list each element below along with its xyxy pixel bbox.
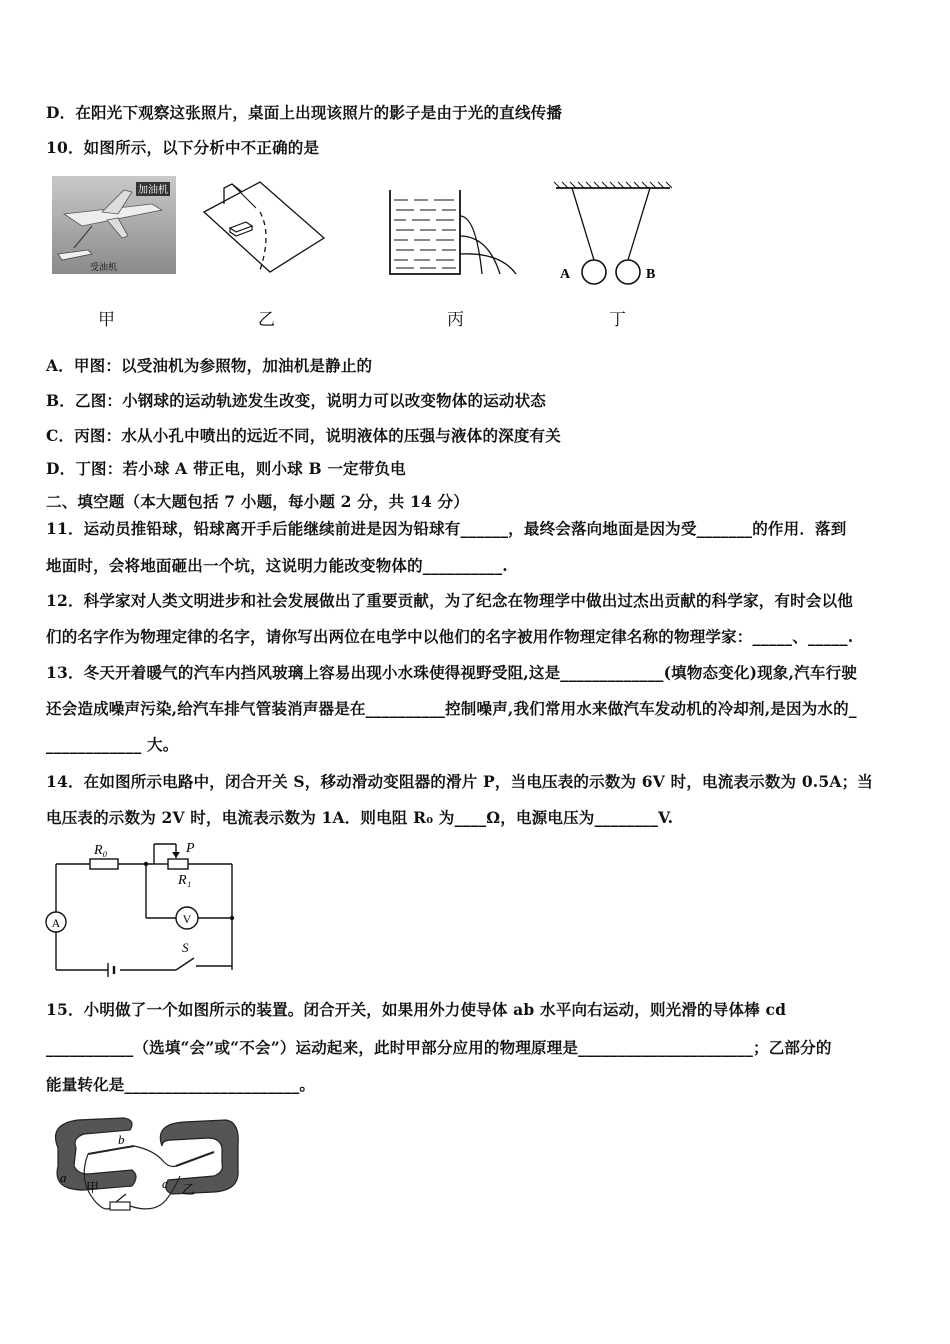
q14-line-1: 14．在如图所示电路中，闭合开关 S，移动滑动变阻器的滑片 P，当电压表的示数为 6V 时，电流表示数为 0.5A；当 <box>46 772 874 791</box>
table-board <box>204 182 324 272</box>
label-a: a <box>60 1170 67 1185</box>
figure-bing-water-container <box>384 186 524 278</box>
figure-jia-refueling <box>52 176 176 274</box>
conductor-cd <box>176 1152 214 1166</box>
q14-line-2: 电压表的示数为 2V 时，电流表示数为 1A．则电阻 R₀ 为____Ω，电源电压为________V. <box>46 808 674 827</box>
resistor-r0 <box>90 859 118 869</box>
device-figure-q15 <box>44 1110 244 1222</box>
label-c: c <box>162 1176 168 1191</box>
water-jets <box>460 216 516 274</box>
figure-yi-steel-ball <box>198 178 328 278</box>
q10-option-b: B．乙图：小钢球的运动轨迹发生改变，说明力可以改变物体的运动状态 <box>46 391 547 410</box>
switch <box>110 1202 130 1210</box>
caption-jia: 甲 <box>98 310 115 330</box>
caption-ding: 丁 <box>609 310 626 330</box>
q11-line-1: 11．运动员推铅球，铅球离开手后能继续前进是因为铅球有______，最终会落向地面是因为受_______的作用．落到 <box>46 519 847 538</box>
q13-line-2: 还会造成噪声污染,给汽车排气管装消声器是在__________控制噪声,我们常用水来做汽车发动机的冷却剂,是因为水的_ <box>46 699 857 718</box>
q13-line-3: ____________ 大。 <box>46 735 179 754</box>
label-ammeter: A <box>51 916 61 930</box>
ball-a-label: A <box>560 267 571 282</box>
label-jia: 甲 <box>86 1180 100 1195</box>
label-r1: R₁ <box>178 873 192 888</box>
figure-ding-charged-balls <box>550 180 672 290</box>
label-yi: 乙 <box>182 1182 196 1197</box>
thread-a <box>572 188 594 260</box>
caption-yi: 乙 <box>258 310 275 330</box>
q15-line-3: 能量转化是______________________。 <box>46 1075 316 1094</box>
label-b: b <box>118 1132 125 1147</box>
label-p: P <box>186 841 195 856</box>
q15-line-1: 15．小明做了一个如图所示的装置。闭合开关，如果用外力使导体 ab 水平向右运动，则光滑的导体棒 cd <box>46 1000 787 1019</box>
label-r0: R₀ <box>94 843 108 858</box>
ball-b <box>616 260 640 284</box>
rheostat-r1 <box>168 859 188 869</box>
conductor-ab <box>88 1146 134 1154</box>
container <box>390 190 460 274</box>
label-switch: S <box>182 940 189 955</box>
q13-line-1: 13．冬天开着暖气的汽车内挡风玻璃上容易出现小水珠使得视野受阻,这是_____________(填物态变化)现象,汽车行驶 <box>46 663 857 682</box>
ball-b-label: B <box>646 267 656 282</box>
wire-top <box>134 1146 176 1167</box>
thread-b <box>628 188 650 260</box>
q9-option-d: D．在阳光下观察这张照片，桌面上出现该照片的影子是由于光的直线传播 <box>46 103 563 122</box>
magnet <box>230 222 252 232</box>
section-2-heading: 二、填空题（本大题包括 7 小题，每小题 2 分，共 14 分） <box>46 492 469 511</box>
q15-line-2: ___________（选填“会”或“不会”）运动起来，此时甲部分应用的物理原理是______________________；乙部分的 <box>46 1038 832 1057</box>
ramp <box>224 184 242 204</box>
tanker-label: 加油机 <box>138 185 168 196</box>
caption-bing: 丙 <box>447 310 464 330</box>
q10-option-c: C．丙图：水从小孔中喷出的远近不同，说明液体的压强与液体的深度有关 <box>46 426 561 445</box>
circuit-wires <box>56 844 232 970</box>
water-hatching <box>394 200 456 268</box>
receiver-label: 受油机 <box>90 262 118 272</box>
slider-p <box>172 852 180 858</box>
label-voltmeter: V <box>182 912 192 926</box>
ball-a <box>582 260 606 284</box>
q12-line-1: 12．科学家对人类文明进步和社会发展做出了重要贡献，为了纪念在物理学中做出过杰出贡献的科学家，有时会以他 <box>46 591 853 610</box>
q12-line-2: 们的名字作为物理定律的名字，请你写出两位在电学中以他们的名字被用作物理定律名称的物理学家：_____、_____. <box>46 627 854 646</box>
switch-s <box>176 958 194 970</box>
q10-option-a: A．甲图：以受油机为参照物，加油机是静止的 <box>46 356 373 375</box>
q10-option-d: D．丁图：若小球 A 带正电，则小球 B 一定带负电 <box>46 459 406 478</box>
ball-trajectory <box>260 212 266 270</box>
q11-line-2: 地面时，会将地面砸出一个坑，这说明力能改变物体的__________. <box>46 556 508 575</box>
circuit-diagram-q14 <box>44 838 244 978</box>
q10-stem: 10．如图所示，以下分析中不正确的是 <box>46 138 320 157</box>
